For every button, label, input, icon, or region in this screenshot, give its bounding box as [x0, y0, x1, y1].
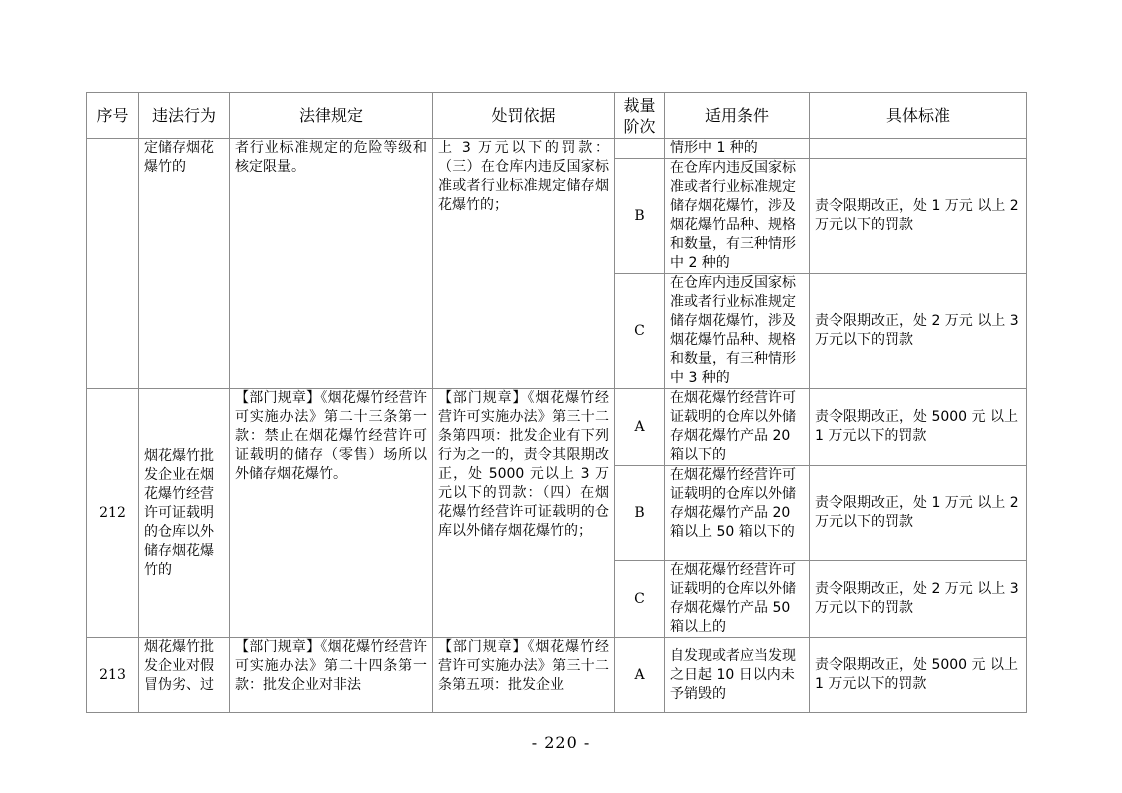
level-cell: B: [615, 466, 665, 561]
level-cell: C: [615, 274, 665, 389]
table-row: [87, 389, 1027, 466]
level-cell: A: [615, 638, 665, 713]
std-cell: [810, 139, 1027, 159]
std-cell: 责令限期改正，处 2 万元 以上 3 万元以下的罚款: [810, 561, 1027, 638]
std-cell: 责令限期改正，处 1 万元 以上 2 万元以下的罚款: [810, 466, 1027, 561]
cond-cell: 自发现或者应当发现之日起 10 日以内未予销毁的: [665, 638, 810, 713]
cond-cell: 在烟花爆竹经营许可证载明的仓库以外储存烟花爆竹产品 20 箱以下的: [665, 389, 810, 466]
std-cell: 责令限期改正，处 1 万元 以上 2 万元以下的罚款: [810, 159, 1027, 274]
seq-cell: 212: [87, 389, 139, 638]
seq-cell: [87, 139, 139, 389]
basis-cell: 【部门规章】《烟花爆竹经营许可实施办法》第三十二条第四项：批发企业有下列行为之一的，责令其限期改正，处 5000 元以上 3 万元以下的罚款：（四）在烟花爆竹经营许可证载明的仓库以外储存烟花爆竹的；: [433, 389, 615, 638]
seq-cell: 213: [87, 638, 139, 713]
basis-cell: 上 3 万元以下的罚款：（三）在仓库内违反国家标准或者行业标准规定储存烟花爆竹的；: [433, 139, 615, 389]
cond-cell: 在仓库内违反国家标准或者行业标准规定储存烟花爆竹，涉及烟花爆竹品种、规格和数量，有三种情形中 2 种的: [665, 159, 810, 274]
penalty-table: [86, 92, 1027, 713]
std-cell: 责令限期改正，处 5000 元 以上 1 万元以下的罚款: [810, 638, 1027, 713]
header-law: 法律规定: [230, 93, 433, 139]
law-cell: 【部门规章】《烟花爆竹经营许可实施办法》第二十三条第一款：禁止在烟花爆竹经营许可证载明的储存（零售）场所以外储存烟花爆竹。: [230, 389, 433, 638]
header-std: 具体标准: [810, 93, 1027, 139]
table-row: [87, 139, 1027, 159]
act-cell: 定储存烟花爆竹的: [139, 139, 230, 389]
table-row: [87, 638, 1027, 713]
law-cell: 者行业标准规定的危险等级和核定限量。: [230, 139, 433, 389]
cond-cell: 在烟花爆竹经营许可证载明的仓库以外储存烟花爆竹产品 50 箱以上的: [665, 561, 810, 638]
cond-cell: 情形中 1 种的: [665, 139, 810, 159]
page-number: - 220 -: [531, 733, 591, 752]
header-cond: 适用条件: [665, 93, 810, 139]
level-cell: [615, 139, 665, 159]
act-cell: 烟花爆竹批发企业对假冒伪劣、过: [139, 638, 230, 713]
header-seq: 序号: [87, 93, 139, 139]
cond-cell: 在仓库内违反国家标准或者行业标准规定储存烟花爆竹，涉及烟花爆竹品种、规格和数量，有三种情形中 3 种的: [665, 274, 810, 389]
header-act: 违法行为: [139, 93, 230, 139]
level-cell: C: [615, 561, 665, 638]
level-cell: A: [615, 389, 665, 466]
basis-cell: 【部门规章】《烟花爆竹经营许可实施办法》第三十二条第五项：批发企业: [433, 638, 615, 713]
law-cell: 【部门规章】《烟花爆竹经营许可实施办法》第二十四条第一款：批发企业对非法: [230, 638, 433, 713]
std-cell: 责令限期改正，处 2 万元 以上 3 万元以下的罚款: [810, 274, 1027, 389]
std-cell: 责令限期改正，处 5000 元 以上 1 万元以下的罚款: [810, 389, 1027, 466]
level-cell: B: [615, 159, 665, 274]
header-row: [87, 93, 1027, 139]
cond-cell: 在烟花爆竹经营许可证载明的仓库以外储存烟花爆竹产品 20 箱以上 50 箱以下的: [665, 466, 810, 561]
header-level: 裁量阶次: [615, 93, 665, 139]
act-cell: 烟花爆竹批发企业在烟花爆竹经营许可证载明的仓库以外储存烟花爆竹的: [139, 389, 230, 638]
header-basis: 处罚依据: [433, 93, 615, 139]
